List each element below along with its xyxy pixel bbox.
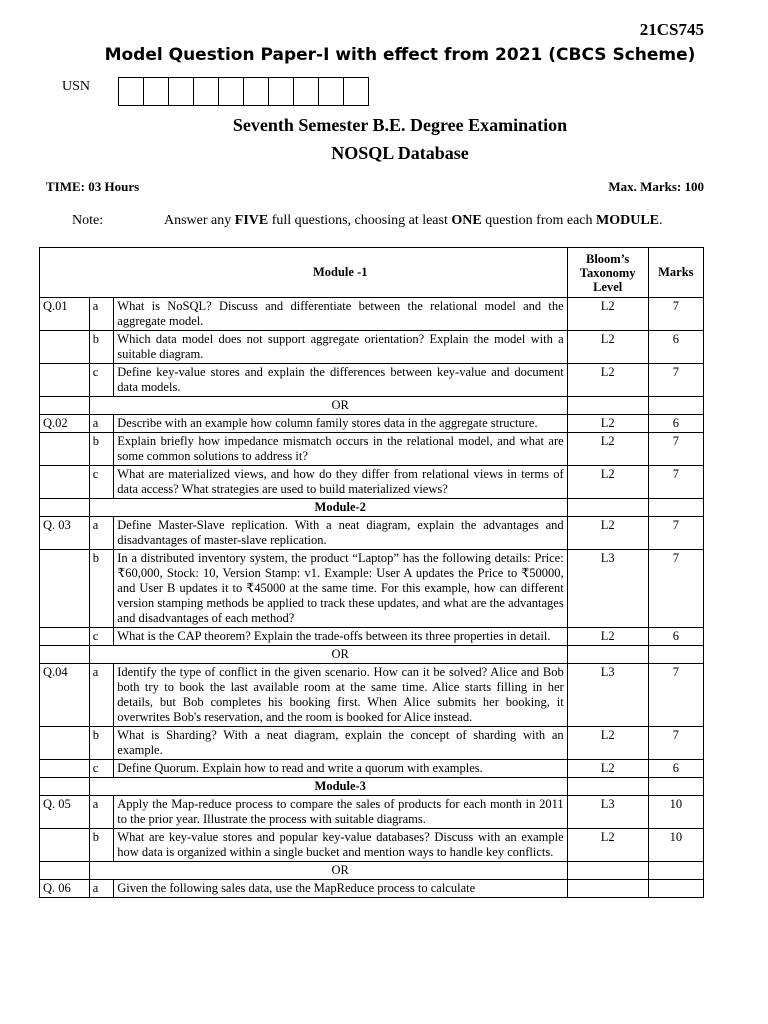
table-row [40, 415, 704, 433]
sub-label: b [89, 829, 114, 862]
or-separator: OR [114, 862, 567, 880]
question-text: Identify the type of conflict in the given scenario. How can it be solved? Alice and Bob both try to book the last available room at the same time. Alice starts filling in her details, but Bob completes his booking first. When Alice submits her booking, it overwrites Bob's reservation, and the room is booked for Alice instead. [114, 664, 567, 727]
bloom-level: L2 [567, 415, 648, 433]
question-text: What is NoSQL? Discuss and differentiate between the relational model and the aggregate model. [114, 298, 567, 331]
question-text: What is Sharding? With a neat diagram, explain the concept of sharding with an example. [114, 727, 567, 760]
module-row [40, 499, 704, 517]
usn-box[interactable] [143, 77, 169, 106]
bloom-level [567, 880, 648, 898]
question-text: What are materialized views, and how do they differ from relational views in terms of data access? What strategies are used to build materialized views? [114, 466, 567, 499]
sub-label: c [89, 760, 114, 778]
marks-header: Marks [648, 248, 703, 298]
bloom-level: L2 [567, 331, 648, 364]
question-marks: 7 [648, 364, 703, 397]
usn-box[interactable] [268, 77, 294, 106]
question-text: Given the following sales data, use the MapReduce process to calculate [114, 880, 567, 898]
question-text: Define Quorum. Explain how to read and write a quorum with examples. [114, 760, 567, 778]
question-text: Define key-value stores and explain the differences between key-value and document data models. [114, 364, 567, 397]
question-marks [648, 880, 703, 898]
table-row [40, 628, 704, 646]
table-row [40, 727, 704, 760]
question-text: Explain briefly how impedance mismatch occurs in the relational model, and what are some common solutions to address it? [114, 433, 567, 466]
question-marks: 7 [648, 550, 703, 628]
table-header [40, 248, 704, 298]
question-text: Apply the Map-reduce process to compare the sales of products for each month in 2011 to the prior year. Illustrate the process with suitable diagrams. [114, 796, 567, 829]
bloom-level: L2 [567, 829, 648, 862]
sub-label: c [89, 466, 114, 499]
question-table [39, 247, 704, 898]
usn-input-boxes[interactable] [118, 77, 368, 106]
bloom-level: L3 [567, 664, 648, 727]
sub-label: b [89, 550, 114, 628]
module-heading: Module-2 [114, 499, 567, 517]
sub-label: c [89, 364, 114, 397]
sub-label: c [89, 628, 114, 646]
module-heading: Module -1 [114, 248, 567, 298]
question-marks: 7 [648, 727, 703, 760]
table-row [40, 880, 704, 898]
table-row [40, 298, 704, 331]
or-row [40, 397, 704, 415]
table-row [40, 796, 704, 829]
note-text: Answer any FIVE full questions, choosing at least ONE question from each MODULE. [164, 213, 663, 228]
question-number: Q. 06 [40, 880, 90, 898]
bloom-level: L2 [567, 727, 648, 760]
question-number: Q. 05 [40, 796, 90, 829]
table-row [40, 466, 704, 499]
question-marks: 10 [648, 829, 703, 862]
sub-label: a [89, 298, 114, 331]
sub-label: b [89, 433, 114, 466]
usn-box[interactable] [118, 77, 144, 106]
table-row [40, 760, 704, 778]
or-separator: OR [114, 397, 567, 415]
question-marks: 10 [648, 796, 703, 829]
table-row [40, 829, 704, 862]
or-separator: OR [114, 646, 567, 664]
usn-box[interactable] [243, 77, 269, 106]
subject-name: NOSQL Database [331, 143, 469, 163]
table-row [40, 331, 704, 364]
bloom-level: L2 [567, 760, 648, 778]
question-marks: 7 [648, 298, 703, 331]
sub-label: b [89, 331, 114, 364]
sub-label: a [89, 796, 114, 829]
question-text: What are key-value stores and popular key-value databases? Discuss with an example how data is organized within a single bucket and mention ways to handle key conflicts. [114, 829, 567, 862]
table-row [40, 664, 704, 727]
question-number: Q.04 [40, 664, 90, 727]
sub-label: a [89, 880, 114, 898]
table-row [40, 550, 704, 628]
exam-time: TIME: 03 Hours [46, 179, 140, 194]
usn-box[interactable] [293, 77, 319, 106]
exam-name: Seventh Semester B.E. Degree Examination [232, 115, 568, 135]
bloom-level: L2 [567, 628, 648, 646]
question-text: What is the CAP theorem? Explain the trade-offs between its three properties in detail. [114, 628, 567, 646]
usn-box[interactable] [218, 77, 244, 106]
question-marks: 7 [648, 517, 703, 550]
question-marks: 7 [648, 466, 703, 499]
question-text: In a distributed inventory system, the product “Laptop” has the following details: Price: ₹60,000, Stock: 10, Version Stamp: v1. Example: User A updates the Price to ₹50000, and User B updates it to ₹45000 at the same time. For this example, how can different version stamping methods be applied to track these updates, and what are the advantages and disadvantages of each method? [114, 550, 567, 628]
question-number: Q.02 [40, 415, 90, 433]
sub-label: a [89, 664, 114, 727]
paper-title: Model Question Paper-I with effect from 2021 (CBCS Scheme) [104, 45, 696, 65]
bloom-level: L2 [567, 364, 648, 397]
max-marks: Max. Marks: 100 [608, 179, 704, 194]
course-code: 21CS745 [639, 20, 704, 39]
usn-box[interactable] [343, 77, 369, 106]
question-text: Describe with an example how column family stores data in the aggregate structure. [114, 415, 567, 433]
question-number: Q.01 [40, 298, 90, 331]
sub-label: b [89, 727, 114, 760]
question-marks: 6 [648, 760, 703, 778]
bloom-level: L3 [567, 796, 648, 829]
or-row [40, 862, 704, 880]
module-row [40, 778, 704, 796]
question-number: Q. 03 [40, 517, 90, 550]
note-label: Note: [72, 213, 104, 228]
bloom-level: L2 [567, 433, 648, 466]
bloom-level: L2 [567, 517, 648, 550]
bloom-level: L2 [567, 466, 648, 499]
question-marks: 6 [648, 415, 703, 433]
bloom-level: L2 [567, 298, 648, 331]
question-marks: 6 [648, 628, 703, 646]
module-heading: Module-3 [114, 778, 567, 796]
usn-box[interactable] [318, 77, 344, 106]
blooms-header: Bloom’s Taxonomy Level [567, 248, 648, 298]
bloom-level: L3 [567, 550, 648, 628]
question-text: Define Master-Slave replication. With a neat diagram, explain the advantages and disadvantages of master-slave replication. [114, 517, 567, 550]
or-row [40, 646, 704, 664]
question-marks: 7 [648, 664, 703, 727]
sub-label: a [89, 415, 114, 433]
usn-box[interactable] [193, 77, 219, 106]
table-row [40, 517, 704, 550]
question-marks: 7 [648, 433, 703, 466]
usn-box[interactable] [168, 77, 194, 106]
table-row [40, 364, 704, 397]
question-marks: 6 [648, 331, 703, 364]
table-row [40, 433, 704, 466]
usn-label: USN [62, 79, 91, 94]
sub-label: a [89, 517, 114, 550]
question-text: Which data model does not support aggregate orientation? Explain the model with a suitable diagram. [114, 331, 567, 364]
